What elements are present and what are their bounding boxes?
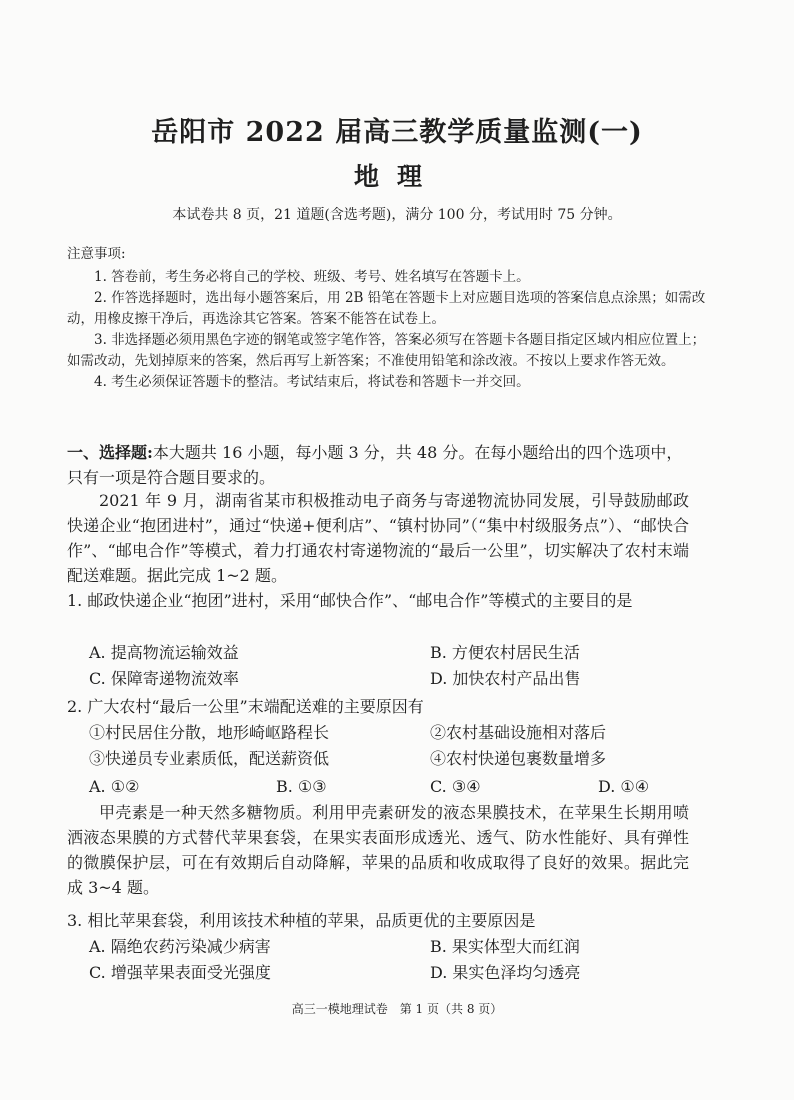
q3-option-c: C. 增强苹果表面受光强度 <box>89 963 271 982</box>
page-footer: 高三一模地理试卷 第 1 页（共 8 页） <box>291 1002 503 1016</box>
q3-option-d: D. 果实色泽均匀透亮 <box>430 963 581 982</box>
q1-option-d: D. 加快农村产品出售 <box>430 669 581 688</box>
section-label: 一、选择题: <box>67 443 153 462</box>
note-item: 1. 答卷前，考生务必将自己的学校、班级、考号、姓名填写在答题卡上。 <box>94 269 530 285</box>
exam-title: 岳阳市 2022 届高三教学质量监测(一) <box>151 117 643 148</box>
q2-option-c: C. ③④ <box>430 777 481 796</box>
q1-option-b: B. 方便农村居民生活 <box>430 643 580 662</box>
q2-option-b: B. ①③ <box>276 777 327 796</box>
q2-statement-2: ②农村基础设施相对落后 <box>430 723 607 742</box>
q1-option-a: A. 提高物流运输效益 <box>89 643 239 662</box>
question-2-text: 2. 广大农村“最后一公里”末端配送难的主要原因有 <box>67 697 424 716</box>
question-2 <box>67 694 689 719</box>
note-item: 4. 考生必须保证答题卡的整洁。考试结束后，将试卷和答题卡一并交回。 <box>94 374 530 390</box>
q2-option-a: A. ①② <box>89 777 140 796</box>
section-text: 本大题共 16 小题，每小题 3 分，共 48 分。在每小题给出的四个选项中，只有一项是符合题目要求的。 <box>67 443 683 487</box>
exam-info: 本试卷共 8 页，21 道题(含选考题)，满分 100 分，考试用时 75 分钟。 <box>172 207 622 223</box>
q2-option-d: D. ①④ <box>598 777 650 796</box>
q3-option-b: B. 果实体型大而红润 <box>430 937 580 956</box>
section-heading <box>67 440 689 490</box>
q2-statement-4: ④农村快递包裹数量增多 <box>430 749 607 768</box>
question-1 <box>67 588 689 613</box>
q1-option-c: C. 保障寄递物流效率 <box>89 669 239 688</box>
subject-title: 地理 <box>353 162 440 191</box>
question-1-text: 1. 邮政快递企业“抱团”进村，采用“邮快合作”、“邮电合作”等模式的主要目的是 <box>67 591 633 610</box>
passage-1: 2021 年 9 月，湖南省某市积极推动电子商务与寄递物流协同发展，引导鼓励邮政快递企业“抱团进村”，通过“快递+便利店”、“镇村协同”（“集中村级服务点”）、“邮快合作”、“邮电合作”等模式，着力打通农村寄递物流的“最后一公里”，切实解决了农村末端配送难题。据此完成 1~2 题。 <box>67 491 689 585</box>
notes-heading: 注意事项: <box>67 246 126 262</box>
q3-option-a: A. 隔绝农药污染减少病害 <box>89 937 271 956</box>
question-3-text: 3. 相比苹果套袋，利用该技术种植的苹果，品质更优的主要原因是 <box>67 911 536 930</box>
passage-2: 甲壳素是一种天然多糖物质。利用甲壳素研发的液态果膜技术，在苹果生长期用喷洒液态果膜的方式替代苹果套袋，在果实表面形成透光、透气、防水性能好、具有弹性的微膜保护层，可在有效期后自动降解，苹果的品质和收成取得了良好的效果。据此完成 3~4 题。 <box>67 803 689 897</box>
notes-section <box>67 244 707 393</box>
q2-statement-3: ③快递员专业素质低，配送薪资低 <box>89 749 330 768</box>
note-item: 3. 非选择题必须用黑色字迹的钢笔或签字笔作答，答案必须写在答题卡各题目指定区域内相应位置上；如需改动，先划掉原来的答案，然后再写上新答案；不准使用铅笔和涂改液。不按以上要求作答无效。 <box>67 332 706 369</box>
note-item: 2. 作答选择题时，选出每小题答案后，用 2B 铅笔在答题卡上对应题目选项的答案信息点涂黑；如需改动，用橡皮擦干净后，再选涂其它答案。答案不能答在试卷上。 <box>67 290 706 327</box>
question-3 <box>67 908 689 933</box>
q2-statement-1: ①村民居住分散，地形崎岖路程长 <box>89 723 330 742</box>
